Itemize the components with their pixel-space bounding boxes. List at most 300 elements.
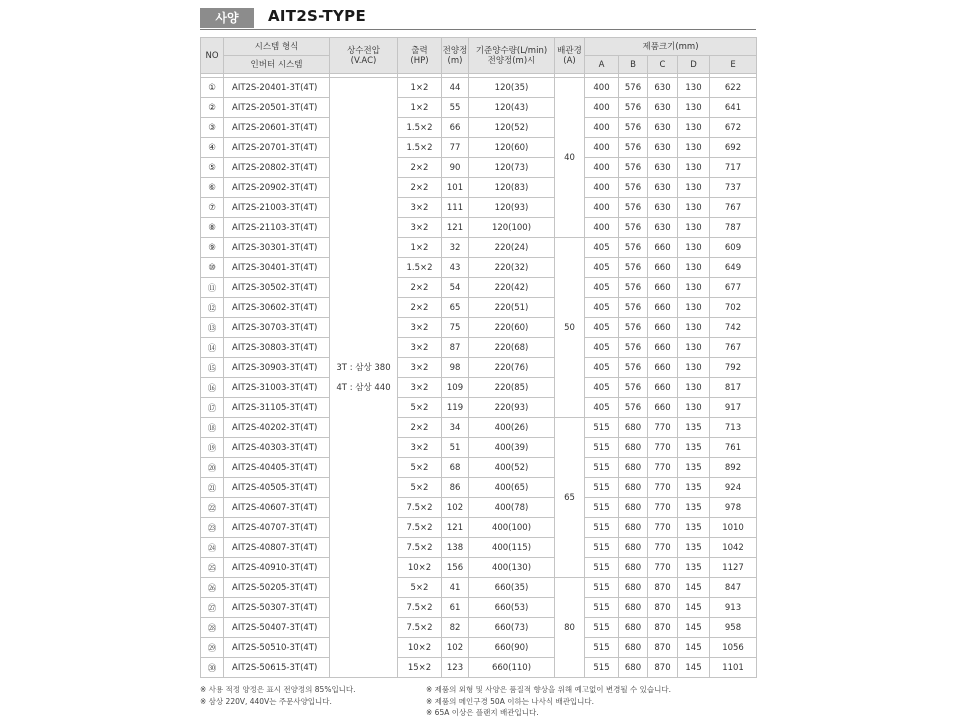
row-flow: 120(60) <box>469 138 555 158</box>
row-model: AIT2S-30803-3T(4T) <box>224 338 330 358</box>
row-model: AIT2S-50615-3T(4T) <box>224 658 330 678</box>
row-size-d: 130 <box>678 378 710 398</box>
header-inverter-system: 인버터 시스템 <box>224 56 330 74</box>
row-no: ⑦ <box>201 198 224 218</box>
table-row <box>201 478 757 498</box>
row-size-e: 767 <box>710 198 757 218</box>
row-head: 90 <box>442 158 469 178</box>
row-flow: 400(26) <box>469 418 555 438</box>
row-no: ⑰ <box>201 398 224 418</box>
row-model: AIT2S-50205-3T(4T) <box>224 578 330 598</box>
row-size-c: 660 <box>648 278 678 298</box>
row-flow: 660(35) <box>469 578 555 598</box>
voltage-cell <box>330 78 398 678</box>
row-size-e: 737 <box>710 178 757 198</box>
note-text: ※ 삼상 220V, 440V는 주문사양입니다. <box>200 696 332 706</box>
row-size-b: 576 <box>619 238 648 258</box>
header-head-unit: (m) <box>447 55 463 66</box>
row-flow: 120(93) <box>469 198 555 218</box>
row-output: 1×2 <box>398 98 442 118</box>
row-output: 7.5×2 <box>398 618 442 638</box>
table-row <box>201 658 757 678</box>
row-no: ⑨ <box>201 238 224 258</box>
row-size-e: 609 <box>710 238 757 258</box>
row-no: ㉖ <box>201 578 224 598</box>
row-size-d: 145 <box>678 658 710 678</box>
row-no: ㉚ <box>201 658 224 678</box>
table-row <box>201 378 757 398</box>
row-size-b: 680 <box>619 578 648 598</box>
row-size-e: 958 <box>710 618 757 638</box>
row-size-c: 660 <box>648 358 678 378</box>
header-pipe-unit: (A) <box>563 55 576 66</box>
row-flow: 400(130) <box>469 558 555 578</box>
row-no: ③ <box>201 118 224 138</box>
header-voltage-label: 상수전압 <box>347 45 380 56</box>
row-size-e: 1042 <box>710 538 757 558</box>
note-text: ※ 65A 이상은 플랜지 배관입니다. <box>426 708 539 717</box>
row-size-b: 576 <box>619 318 648 338</box>
row-flow: 120(35) <box>469 78 555 98</box>
header-output-label: 출력 <box>411 45 428 56</box>
row-size-e: 1127 <box>710 558 757 578</box>
row-size-d: 130 <box>678 78 710 98</box>
table-row <box>201 278 757 298</box>
row-size-e: 713 <box>710 418 757 438</box>
row-size-e: 924 <box>710 478 757 498</box>
row-model: AIT2S-50307-3T(4T) <box>224 598 330 618</box>
row-flow: 220(68) <box>469 338 555 358</box>
table-row <box>201 258 757 278</box>
row-flow: 220(24) <box>469 238 555 258</box>
row-model: AIT2S-30903-3T(4T) <box>224 358 330 378</box>
row-size-b: 680 <box>619 658 648 678</box>
row-flow: 660(110) <box>469 658 555 678</box>
table-body <box>201 74 757 678</box>
table-row <box>201 198 757 218</box>
table-row <box>201 618 757 638</box>
row-size-a: 515 <box>585 638 619 658</box>
table-row <box>201 538 757 558</box>
header-size-d: D <box>678 56 710 74</box>
header-no: NO <box>201 38 224 74</box>
row-flow: 660(53) <box>469 598 555 618</box>
row-size-d: 135 <box>678 458 710 478</box>
row-no: ⑫ <box>201 298 224 318</box>
row-size-a: 405 <box>585 318 619 338</box>
row-size-a: 400 <box>585 158 619 178</box>
row-size-a: 515 <box>585 478 619 498</box>
row-size-e: 978 <box>710 498 757 518</box>
row-no: ⑩ <box>201 258 224 278</box>
row-size-a: 405 <box>585 278 619 298</box>
header-size-b: B <box>619 56 648 74</box>
row-output: 3×2 <box>398 218 442 238</box>
row-output: 5×2 <box>398 398 442 418</box>
row-size-b: 680 <box>619 638 648 658</box>
row-size-d: 135 <box>678 538 710 558</box>
row-model: AIT2S-30401-3T(4T) <box>224 258 330 278</box>
row-model: AIT2S-31105-3T(4T) <box>224 398 330 418</box>
table-row <box>201 318 757 338</box>
table-row <box>201 118 757 138</box>
row-size-e: 742 <box>710 318 757 338</box>
row-model: AIT2S-30602-3T(4T) <box>224 298 330 318</box>
row-model: AIT2S-40202-3T(4T) <box>224 418 330 438</box>
row-size-c: 870 <box>648 618 678 638</box>
row-output: 3×2 <box>398 378 442 398</box>
row-head: 111 <box>442 198 469 218</box>
row-flow: 660(90) <box>469 638 555 658</box>
row-size-b: 576 <box>619 258 648 278</box>
pipe-size-cell: 50 <box>555 238 585 418</box>
header-pipe-label: 배관경 <box>557 45 582 56</box>
row-model: AIT2S-30703-3T(4T) <box>224 318 330 338</box>
table-row <box>201 558 757 578</box>
row-no: ⑤ <box>201 158 224 178</box>
row-size-c: 770 <box>648 518 678 538</box>
row-no: ⑱ <box>201 418 224 438</box>
row-size-d: 130 <box>678 198 710 218</box>
row-flow: 220(93) <box>469 398 555 418</box>
row-size-d: 130 <box>678 138 710 158</box>
row-size-c: 770 <box>648 458 678 478</box>
row-size-a: 400 <box>585 78 619 98</box>
row-size-b: 680 <box>619 598 648 618</box>
row-no: ⑧ <box>201 218 224 238</box>
row-model: AIT2S-40607-3T(4T) <box>224 498 330 518</box>
table-row <box>201 238 757 258</box>
row-size-e: 1101 <box>710 658 757 678</box>
table-row <box>201 358 757 378</box>
row-size-a: 515 <box>585 598 619 618</box>
row-no: ⑭ <box>201 338 224 358</box>
row-size-a: 405 <box>585 398 619 418</box>
row-model: AIT2S-31003-3T(4T) <box>224 378 330 398</box>
row-output: 1×2 <box>398 238 442 258</box>
row-output: 5×2 <box>398 458 442 478</box>
row-size-c: 660 <box>648 258 678 278</box>
row-size-d: 130 <box>678 318 710 338</box>
page-title: AIT2S-TYPE <box>268 7 367 25</box>
row-head: 138 <box>442 538 469 558</box>
row-head: 44 <box>442 78 469 98</box>
row-size-d: 130 <box>678 258 710 278</box>
row-head: 123 <box>442 658 469 678</box>
spec-table <box>200 37 757 678</box>
row-size-b: 576 <box>619 158 648 178</box>
row-size-e: 1056 <box>710 638 757 658</box>
pipe-size-cell: 80 <box>555 578 585 678</box>
row-no: ⑬ <box>201 318 224 338</box>
row-output: 7.5×2 <box>398 598 442 618</box>
row-size-a: 405 <box>585 358 619 378</box>
row-output: 3×2 <box>398 338 442 358</box>
spec-tag: 사양 <box>200 8 254 28</box>
row-no: ㉘ <box>201 618 224 638</box>
row-size-e: 677 <box>710 278 757 298</box>
row-size-c: 770 <box>648 438 678 458</box>
row-head: 51 <box>442 438 469 458</box>
row-size-e: 622 <box>710 78 757 98</box>
row-head: 32 <box>442 238 469 258</box>
row-size-a: 405 <box>585 378 619 398</box>
row-head: 101 <box>442 178 469 198</box>
row-output: 1.5×2 <box>398 138 442 158</box>
row-model: AIT2S-40405-3T(4T) <box>224 458 330 478</box>
row-model: AIT2S-21103-3T(4T) <box>224 218 330 238</box>
row-head: 98 <box>442 358 469 378</box>
row-head: 54 <box>442 278 469 298</box>
row-output: 2×2 <box>398 418 442 438</box>
table-row <box>201 438 757 458</box>
row-flow: 220(76) <box>469 358 555 378</box>
row-size-b: 576 <box>619 278 648 298</box>
row-head: 34 <box>442 418 469 438</box>
row-model: AIT2S-20902-3T(4T) <box>224 178 330 198</box>
row-size-d: 130 <box>678 98 710 118</box>
pipe-size-cell: 40 <box>555 78 585 238</box>
row-head: 82 <box>442 618 469 638</box>
row-model: AIT2S-40303-3T(4T) <box>224 438 330 458</box>
row-size-a: 405 <box>585 298 619 318</box>
header-size-a: A <box>585 56 619 74</box>
row-no: ② <box>201 98 224 118</box>
voltage-line: 4T : 삼상 440 <box>336 382 391 393</box>
row-flow: 120(83) <box>469 178 555 198</box>
row-size-d: 145 <box>678 578 710 598</box>
header-size: 제품크기(mm) <box>585 38 757 56</box>
table-row <box>201 218 757 238</box>
row-flow: 400(78) <box>469 498 555 518</box>
row-size-a: 400 <box>585 118 619 138</box>
row-size-d: 135 <box>678 498 710 518</box>
row-size-d: 135 <box>678 478 710 498</box>
row-model: AIT2S-20401-3T(4T) <box>224 78 330 98</box>
row-size-b: 576 <box>619 398 648 418</box>
row-size-b: 576 <box>619 178 648 198</box>
row-output: 1×2 <box>398 78 442 98</box>
row-size-a: 405 <box>585 238 619 258</box>
row-size-c: 870 <box>648 638 678 658</box>
row-size-e: 761 <box>710 438 757 458</box>
row-size-c: 630 <box>648 198 678 218</box>
row-size-a: 515 <box>585 438 619 458</box>
row-no: ㉗ <box>201 598 224 618</box>
table-row <box>201 298 757 318</box>
row-flow: 400(115) <box>469 538 555 558</box>
row-size-a: 515 <box>585 518 619 538</box>
row-size-e: 717 <box>710 158 757 178</box>
row-output: 3×2 <box>398 358 442 378</box>
header-pipe <box>555 38 585 74</box>
row-size-d: 135 <box>678 558 710 578</box>
row-output: 7.5×2 <box>398 538 442 558</box>
voltage-line: 3T : 삼상 380 <box>336 362 391 373</box>
row-flow: 220(85) <box>469 378 555 398</box>
row-size-b: 680 <box>619 538 648 558</box>
row-output: 7.5×2 <box>398 518 442 538</box>
header-flow-label: 기준양수량(L/min) <box>475 45 548 56</box>
row-no: ㉔ <box>201 538 224 558</box>
row-size-b: 680 <box>619 458 648 478</box>
row-size-a: 400 <box>585 178 619 198</box>
row-no: ⑲ <box>201 438 224 458</box>
table-row <box>201 178 757 198</box>
row-model: AIT2S-20501-3T(4T) <box>224 98 330 118</box>
header-size-e: E <box>710 56 757 74</box>
row-flow: 220(60) <box>469 318 555 338</box>
row-size-c: 870 <box>648 658 678 678</box>
note-text: ※ 사용 적정 양정은 표시 전양정의 85%입니다. <box>200 685 356 694</box>
row-no: ㉑ <box>201 478 224 498</box>
row-size-a: 400 <box>585 138 619 158</box>
row-model: AIT2S-50510-3T(4T) <box>224 638 330 658</box>
row-size-d: 145 <box>678 618 710 638</box>
row-head: 86 <box>442 478 469 498</box>
row-size-b: 680 <box>619 618 648 638</box>
notes-left <box>200 684 356 707</box>
row-size-d: 135 <box>678 518 710 538</box>
row-size-c: 630 <box>648 178 678 198</box>
row-flow: 660(73) <box>469 618 555 638</box>
row-no: ㉒ <box>201 498 224 518</box>
note-text: ※ 제품의 메인구경 50A 이하는 나사식 배관입니다. <box>426 696 595 706</box>
row-size-c: 660 <box>648 338 678 358</box>
row-flow: 120(100) <box>469 218 555 238</box>
row-size-e: 641 <box>710 98 757 118</box>
header-flow <box>469 38 555 74</box>
row-output: 7.5×2 <box>398 498 442 518</box>
row-model: AIT2S-30502-3T(4T) <box>224 278 330 298</box>
row-output: 10×2 <box>398 558 442 578</box>
row-no: ⑳ <box>201 458 224 478</box>
row-head: 119 <box>442 398 469 418</box>
table-row <box>201 578 757 598</box>
row-size-d: 145 <box>678 638 710 658</box>
title-divider <box>200 29 756 30</box>
header-head <box>442 38 469 74</box>
row-size-b: 680 <box>619 418 648 438</box>
row-flow: 400(39) <box>469 438 555 458</box>
row-output: 5×2 <box>398 578 442 598</box>
row-size-b: 680 <box>619 438 648 458</box>
row-size-c: 770 <box>648 418 678 438</box>
row-model: AIT2S-40505-3T(4T) <box>224 478 330 498</box>
row-size-a: 405 <box>585 338 619 358</box>
row-size-e: 649 <box>710 258 757 278</box>
row-head: 102 <box>442 498 469 518</box>
row-no: ㉙ <box>201 638 224 658</box>
row-model: AIT2S-20802-3T(4T) <box>224 158 330 178</box>
row-flow: 220(51) <box>469 298 555 318</box>
row-model: AIT2S-40807-3T(4T) <box>224 538 330 558</box>
row-size-a: 405 <box>585 258 619 278</box>
row-size-c: 770 <box>648 558 678 578</box>
row-flow: 220(32) <box>469 258 555 278</box>
row-size-e: 917 <box>710 398 757 418</box>
row-size-b: 576 <box>619 98 648 118</box>
row-output: 2×2 <box>398 158 442 178</box>
row-size-d: 130 <box>678 158 710 178</box>
header-output <box>398 38 442 74</box>
row-flow: 120(43) <box>469 98 555 118</box>
row-head: 75 <box>442 318 469 338</box>
row-size-c: 770 <box>648 498 678 518</box>
row-size-c: 630 <box>648 218 678 238</box>
section-header <box>200 8 756 32</box>
row-output: 2×2 <box>398 178 442 198</box>
row-size-c: 660 <box>648 398 678 418</box>
row-size-b: 680 <box>619 518 648 538</box>
row-output: 5×2 <box>398 478 442 498</box>
row-size-a: 515 <box>585 538 619 558</box>
row-size-a: 515 <box>585 558 619 578</box>
header-voltage-unit: (V.AC) <box>350 55 377 66</box>
row-size-d: 135 <box>678 418 710 438</box>
row-size-a: 515 <box>585 578 619 598</box>
table-header <box>201 38 757 74</box>
row-size-e: 1010 <box>710 518 757 538</box>
row-size-c: 660 <box>648 298 678 318</box>
row-head: 68 <box>442 458 469 478</box>
row-size-b: 680 <box>619 498 648 518</box>
row-head: 156 <box>442 558 469 578</box>
row-size-e: 892 <box>710 458 757 478</box>
row-size-c: 770 <box>648 478 678 498</box>
row-size-c: 630 <box>648 118 678 138</box>
row-model: AIT2S-50407-3T(4T) <box>224 618 330 638</box>
row-head: 121 <box>442 518 469 538</box>
row-size-d: 130 <box>678 358 710 378</box>
row-size-e: 913 <box>710 598 757 618</box>
row-size-e: 817 <box>710 378 757 398</box>
row-flow: 120(73) <box>469 158 555 178</box>
row-output: 10×2 <box>398 638 442 658</box>
row-model: AIT2S-20601-3T(4T) <box>224 118 330 138</box>
row-flow: 120(52) <box>469 118 555 138</box>
row-no: ⑯ <box>201 378 224 398</box>
row-output: 3×2 <box>398 198 442 218</box>
row-size-a: 515 <box>585 658 619 678</box>
header-system-type: 시스템 형식 <box>224 38 330 56</box>
row-head: 77 <box>442 138 469 158</box>
row-size-e: 767 <box>710 338 757 358</box>
row-size-b: 576 <box>619 298 648 318</box>
row-size-d: 130 <box>678 218 710 238</box>
row-no: ④ <box>201 138 224 158</box>
row-output: 2×2 <box>398 298 442 318</box>
row-size-c: 630 <box>648 138 678 158</box>
row-size-d: 130 <box>678 178 710 198</box>
row-size-d: 130 <box>678 278 710 298</box>
row-flow: 400(52) <box>469 458 555 478</box>
row-size-b: 576 <box>619 118 648 138</box>
row-size-b: 576 <box>619 198 648 218</box>
row-size-a: 515 <box>585 498 619 518</box>
row-size-c: 870 <box>648 598 678 618</box>
table-row <box>201 518 757 538</box>
row-size-c: 630 <box>648 158 678 178</box>
row-head: 41 <box>442 578 469 598</box>
row-model: AIT2S-20701-3T(4T) <box>224 138 330 158</box>
row-no: ⑥ <box>201 178 224 198</box>
row-head: 87 <box>442 338 469 358</box>
row-head: 55 <box>442 98 469 118</box>
row-size-c: 630 <box>648 98 678 118</box>
row-size-c: 660 <box>648 318 678 338</box>
row-size-b: 576 <box>619 338 648 358</box>
